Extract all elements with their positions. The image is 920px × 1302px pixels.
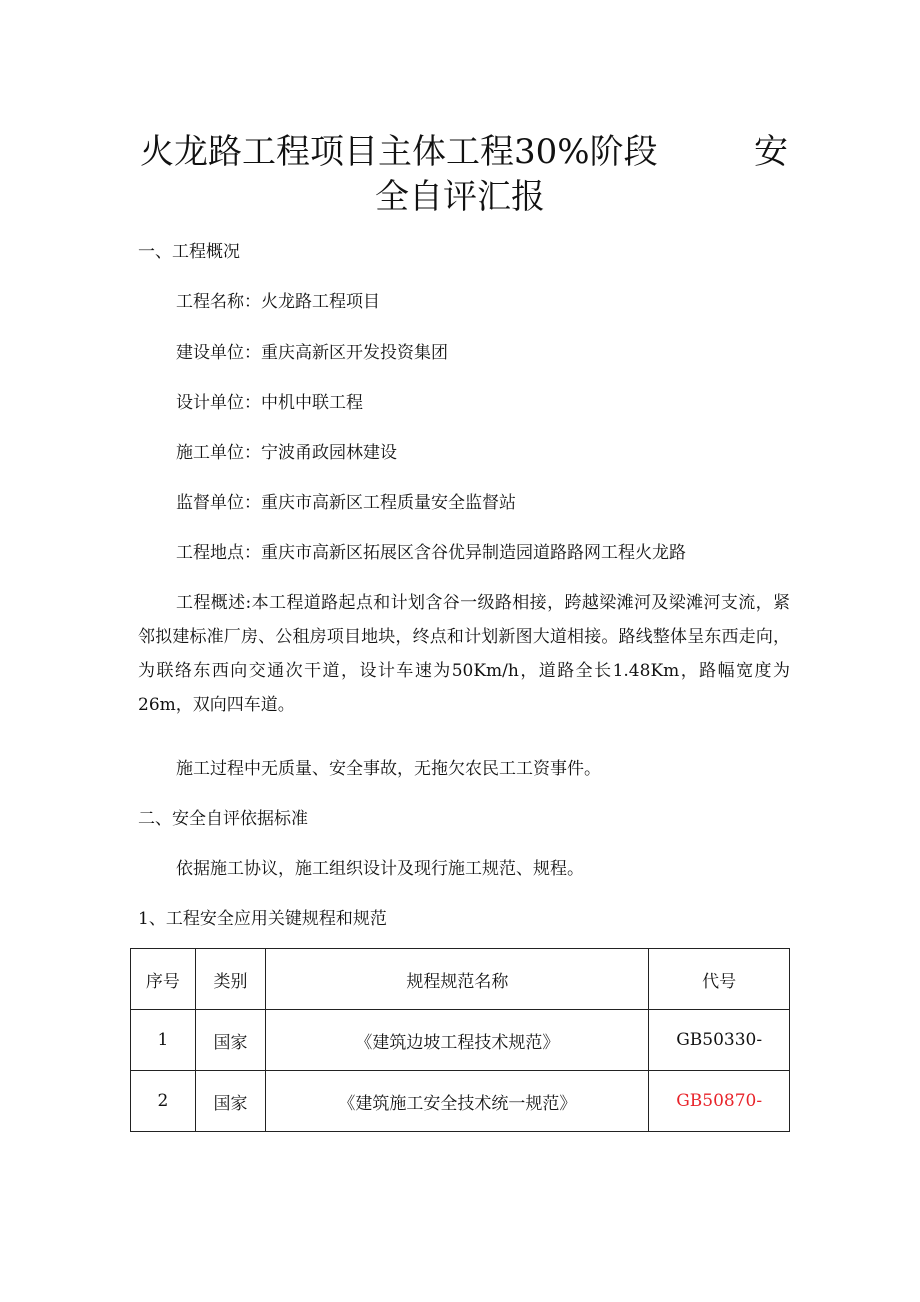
row-name: 《建筑边坡工程技术规范》 — [266, 1010, 649, 1071]
header-type: 类别 — [195, 949, 266, 1010]
contractor-line: 施工单位：宁波甬政园林建设 — [176, 443, 397, 463]
title-second-line: 全自评汇报 — [375, 177, 545, 217]
header-name: 规程规范名称 — [266, 949, 649, 1010]
table-row — [131, 1071, 790, 1132]
document-title — [140, 126, 788, 178]
header-code: 代号 — [649, 949, 790, 1010]
standards-table — [130, 948, 790, 1132]
project-name-line: 工程名称：火龙路工程项目 — [176, 292, 380, 312]
header-no: 序号 — [131, 949, 196, 1010]
row-code-highlighted: GB50870- — [649, 1071, 790, 1132]
table-header-row — [131, 949, 790, 1010]
location-line: 工程地点：重庆市高新区拓展区含谷优异制造园道路路网工程火龙路 — [176, 543, 686, 563]
section2-heading: 二、安全自评依据标准 — [138, 809, 308, 829]
sub-heading: 1、工程安全应用关键规程和规范 — [138, 909, 387, 929]
row-no: 1 — [131, 1010, 196, 1071]
row-name: 《建筑施工安全技术统一规范》 — [266, 1071, 649, 1132]
table-row — [131, 1010, 790, 1071]
row-no: 2 — [131, 1071, 196, 1132]
builder-line: 建设单位：重庆高新区开发投资集团 — [176, 343, 448, 363]
basis-line: 依据施工协议，施工组织设计及现行施工规范、规程。 — [176, 859, 584, 879]
project-overview-paragraph: 工程概述:本工程道路起点和计划含谷一级路相接，跨越梁滩河及梁滩河支流，紧邻拟建标准厂房、公租房项目地块，终点和计划新图大道相接。路线整体呈东西走向，为联络东西向交通次干道，设计车速为50Km/h，道路全长1.48Km，路幅宽度为26m，双向四车道。 — [138, 593, 790, 715]
row-type: 国家 — [195, 1071, 266, 1132]
section1-heading: 一、工程概况 — [138, 242, 240, 262]
safety-note-line: 施工过程中无质量、安全事故，无拖欠农民工工资事件。 — [176, 759, 601, 779]
row-code: GB50330- — [649, 1010, 790, 1071]
row-type: 国家 — [195, 1010, 266, 1071]
title-end-char: 安 — [754, 132, 788, 172]
supervisor-line: 监督单位：重庆市高新区工程质量安全监督站 — [176, 493, 516, 513]
title-main-text: 火龙路工程项目主体工程30%阶段 — [140, 132, 658, 172]
designer-line: 设计单位：中机中联工程 — [176, 393, 363, 413]
